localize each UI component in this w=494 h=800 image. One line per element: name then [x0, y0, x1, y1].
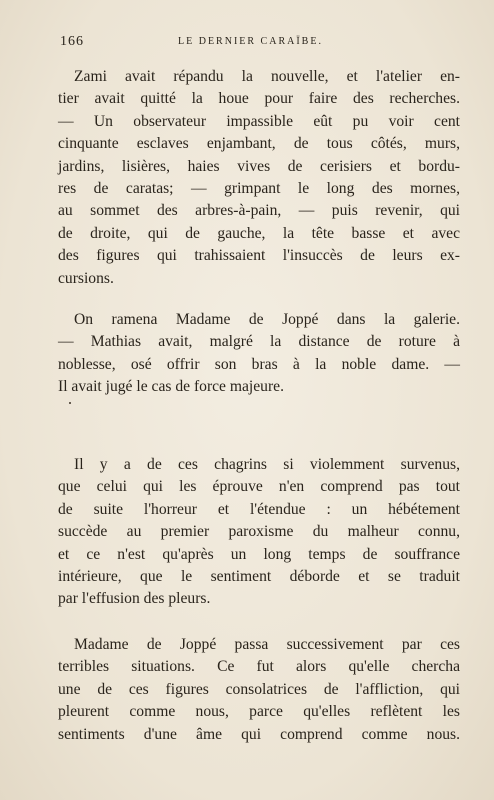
- text-line: au sommet des arbres-à-pain, — puis revenir, qui: [58, 202, 460, 220]
- text-line: que celui qui les éprouve n'en comprend pas tout: [58, 478, 460, 496]
- text-line: res de caratas; — grimpant le long des mornes,: [58, 180, 460, 198]
- text-line: Il y a de ces chagrins si violemment survenus,: [74, 456, 460, 473]
- page-number: 166: [60, 34, 84, 49]
- paragraph-1: [58, 66, 460, 290]
- text-line: des figures qui trahissaient l'insuccès de leurs ex-: [58, 247, 460, 265]
- text-line: — Un observateur impassible eût pu voir cent: [58, 112, 460, 130]
- text-line: par l'effusion des pleurs.: [58, 590, 211, 608]
- ink-speck: [69, 402, 71, 404]
- text-line: cursions.: [58, 269, 114, 287]
- text-line: noblesse, osé offrir son bras à la noble dame. —: [58, 355, 460, 373]
- paragraph-3: [58, 454, 460, 611]
- text-line: jardins, lisières, haies vives de cerisiers et bordu-: [58, 157, 460, 175]
- text-line: intérieure, que le sentiment déborde et se traduit: [58, 568, 460, 586]
- text-line: Madame de Joppé passa successivement par ces: [74, 636, 460, 653]
- text-line: de suite l'horreur et l'étendue : un hébétement: [58, 500, 460, 518]
- text-line: On ramena Madame de Joppé dans la galerie.: [74, 311, 460, 328]
- paragraph-4: [58, 634, 460, 746]
- text-line: Il avait jugé le cas de force majeure.: [58, 378, 284, 396]
- text-line: succède au premier paroxisme du malheur connu,: [58, 523, 460, 541]
- text-line: pleurent comme nous, parce qu'elles reflètent les: [58, 703, 460, 721]
- paragraph-2: [58, 309, 460, 399]
- running-title: LE DERNIER CARAÏBE.: [178, 36, 323, 47]
- text-line: tier avait quitté la houe pour faire des recherches.: [58, 90, 460, 108]
- text-line: Zami avait répandu la nouvelle, et l'atelier en-: [74, 68, 460, 85]
- running-head: [60, 34, 456, 54]
- text-line: — Mathias avait, malgré la distance de roture à: [58, 333, 460, 351]
- text-line: sentiments d'une âme qui comprend comme nous.: [58, 725, 460, 743]
- text-line: et ce n'est qu'après un long temps de souffrance: [58, 545, 460, 563]
- text-line: de droite, qui de gauche, la tête basse et avec: [58, 224, 460, 242]
- text-line: une de ces figures consolatrices de l'affliction, qui: [58, 680, 460, 698]
- text-line: cinquante esclaves enjambant, de tous côtés, murs,: [58, 135, 460, 153]
- text-line: terribles situations. Ce fut alors qu'elle chercha: [58, 658, 460, 676]
